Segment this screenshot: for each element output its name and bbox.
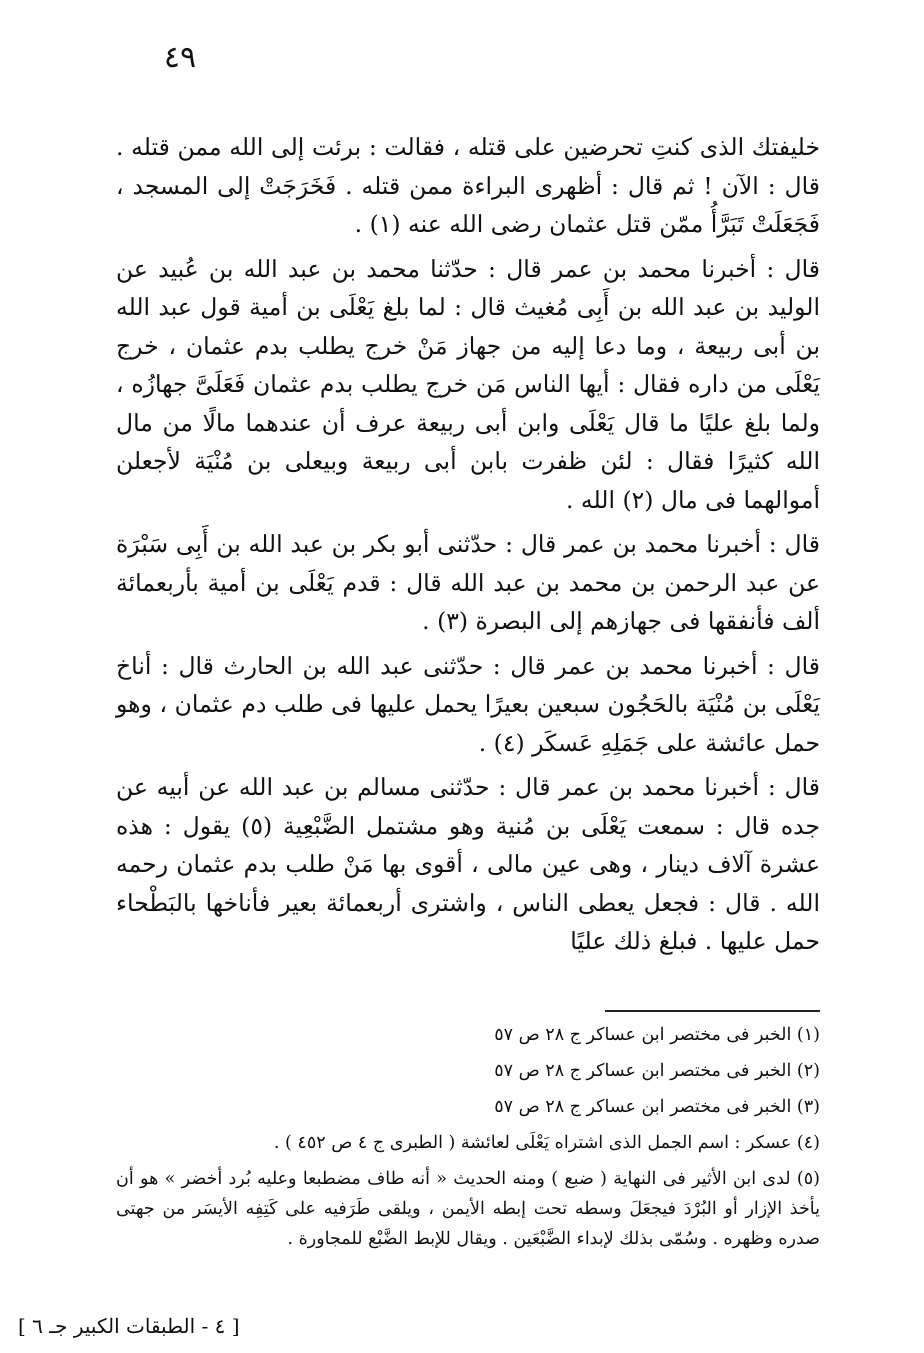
page-number: ٤٩	[163, 40, 197, 75]
footnote: (٣) الخبر فى مختصر ابن عساكر ج ٢٨ ص ٥٧	[494, 1097, 820, 1117]
footnote: (٢) الخبر فى مختصر ابن عساكر ج ٢٨ ص ٥٧	[494, 1061, 820, 1081]
footnote: (١) الخبر فى مختصر ابن عساكر ج ٢٨ ص ٥٧	[494, 1025, 820, 1045]
signature-mark: [ ٤ - الطبقات الكبير جـ ٦ ]	[18, 1314, 240, 1338]
paragraph: قال : أخبرنا محمد بن عمر قال : حدّثنى عبد الله بن الحارث قال : أناخ يَعْلَى بن مُنْيَة بالحَجُون سبعين بعيرًا يحمل عليها فى طلب دم عثمان ، وهو حمل عائشة على جَمَلِهِ عَسكَر (٤) .	[116, 651, 820, 757]
footnote-divider	[605, 1010, 820, 1012]
footnote: (٥) لدى ابن الأثير فى النهاية ( ضبع ) ومنه الحديث « أنه طاف مضطبعا وعليه بُرد أخضر » هو أن يأخذ الإزار أو البُرْدَ فيجعَلَ وسطه تحت إبطه الأيمن ، ويلقى طَرَفيه على كَتِفِه الأيسَر من جهتى صدره وظهره . وسُمّى بذلك لإبداء الضَّبْعَين . ويقال للإبط الضَّبْع للمجاورة .	[116, 1169, 820, 1249]
paragraph: خليفتك الذى كنتِ تحرضين على قتله ، فقالت : برئت إلى الله ممن قتله . قال : الآن ! ثم قال : أظهرى البراءة ممن قتله . فَخَرَجَتْ إلى المسجد ، فَجَعَلَتْ تَبَرَّأُ ممّن قتل عثمان رضى الله عنه (١) .	[116, 133, 820, 238]
paragraph: قال : أخبرنا محمد بن عمر قال : حدّثنا محمد بن عبد الله بن عُبيد عن الوليد بن عبد الله بن أَبِى مُغيث قال : لما بلغ يَعْلَى بن أمية قول عبد الله بن أبى ربيعة ، وما دعا إليه من جهاز مَنْ خرج يطلب بدم عثمان ، خرج يَعْلَى من داره فقال : أيها الناس مَن خرج يطلب بدم عثمان فَعَلَىَّ جهازُه ، ولما بلغ عليًا ما قال يَعْلَى وابن أبى ربيعة عرف أن عندهما مالًا من مال الله كثيرًا فقال : لئن ظفرت بابن أبى ربيعة وبيعلى بن مُنْيَة لأجعلن أموالهما فى مال (٢) الله .	[116, 254, 820, 514]
footnote: (٤) عسكر : اسم الجمل الذى اشتراه يَعْلَى لعائشة ( الطبرى ج ٤ ص ٤٥٢ ) .	[273, 1133, 820, 1153]
paragraph: قال : أخبرنا محمد بن عمر قال : حدّثنى مسالم بن عبد الله عن أبيه عن جده قال : سمعت يَعْلَى بن مُنية وهو مشتمل الضَّبْعِية (٥) يقول : هذه عشرة آلاف دينار ، وهى عين مالى ، أقوى بها مَنْ طلب بدم عثمان رحمه الله . قال : فجعل يعطى الناس ، واشترى أربعمائة بعير فأناخها بالبَطْحاء حمل عليها . فبلغ ذلك عليًا	[116, 773, 820, 955]
main-text	[116, 128, 820, 967]
paragraph: قال : أخبرنا محمد بن عمر قال : حدّثنى أبو بكر بن عبد الله بن أَبِى سَبْرَة عن عبد الرحمن بن محمد بن عبد الله قال : قدم يَعْلَى بن أمية بأربعمائة ألف فأنفقها فى جهازهم إلى البصرة (٣) .	[116, 530, 820, 635]
footnotes	[116, 1020, 820, 1254]
